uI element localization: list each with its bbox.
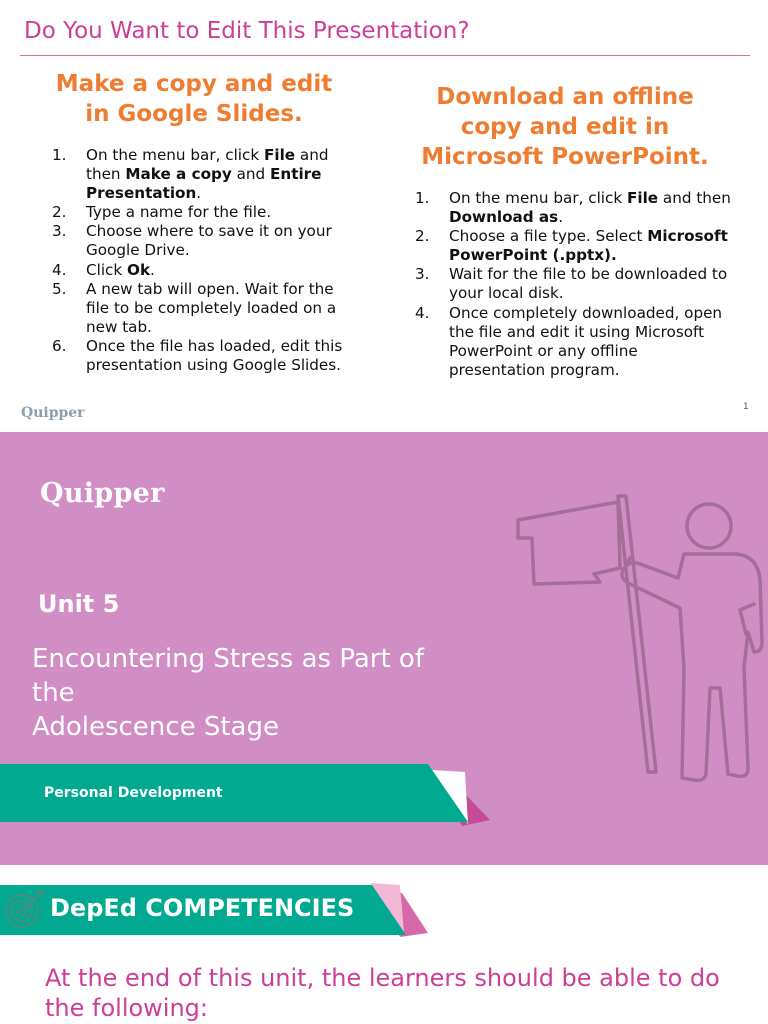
title-divider bbox=[20, 55, 750, 56]
step-item bbox=[52, 261, 352, 280]
step-text-bold: Ok bbox=[127, 260, 151, 279]
quipper-logo: Quipper bbox=[40, 478, 165, 509]
unit-label: Unit 5 bbox=[38, 590, 120, 618]
step-text bbox=[86, 203, 352, 222]
unit-title-line: the bbox=[32, 678, 75, 708]
step-text bbox=[449, 304, 735, 380]
step-number: 2. bbox=[52, 203, 67, 222]
step-item bbox=[415, 227, 735, 265]
step-text bbox=[449, 265, 735, 303]
step-item bbox=[52, 203, 352, 222]
step-item bbox=[415, 304, 735, 380]
step-text bbox=[449, 189, 735, 227]
competencies-heading: DepEd COMPETENCIES bbox=[50, 894, 355, 922]
step-text-run: and bbox=[231, 165, 271, 184]
step-text bbox=[86, 337, 352, 375]
step-number: 2. bbox=[415, 227, 430, 246]
step-text-bold: Microsoft PowerPoint (.pptx). bbox=[449, 227, 728, 265]
person-holding-flag-icon bbox=[508, 492, 768, 782]
step-text-run: A new tab will open. Wait for the file to be completely loaded on a new tab. bbox=[86, 279, 337, 336]
step-text-bold: File bbox=[264, 146, 296, 164]
step-text-run: Once the file has loaded, edit this presentation using Google Slides. bbox=[86, 336, 343, 375]
step-text-run: Type a name for the file. bbox=[86, 203, 272, 222]
competencies-intro: At the end of this unit, the learners should be able to do the following: bbox=[45, 964, 720, 1022]
step-number: 4. bbox=[52, 260, 67, 279]
step-text bbox=[86, 222, 352, 260]
heading-line: Make a copy and edit bbox=[55, 71, 333, 97]
slide-2-title bbox=[0, 432, 768, 865]
step-item bbox=[52, 280, 352, 337]
heading-line: in Google Slides. bbox=[85, 101, 303, 127]
slide-title: Do You Want to Edit This Presentation? bbox=[24, 18, 470, 44]
google-slides-heading bbox=[24, 69, 364, 129]
heading-line: Download an offline bbox=[436, 84, 694, 110]
step-text-run: Click bbox=[86, 260, 128, 279]
step-text-bold: Make a copy bbox=[125, 165, 232, 184]
unit-title bbox=[32, 642, 502, 744]
step-text-run: On the menu bar, click bbox=[86, 146, 264, 164]
step-text-run: . bbox=[558, 208, 564, 227]
step-item bbox=[415, 189, 735, 227]
google-slides-steps bbox=[52, 146, 352, 375]
step-number: 1. bbox=[52, 146, 67, 164]
heading-line: Microsoft PowerPoint. bbox=[421, 144, 709, 170]
step-number: 1. bbox=[415, 189, 430, 207]
step-item bbox=[415, 265, 735, 303]
slide-3-competencies bbox=[0, 865, 768, 1024]
step-number: 5. bbox=[52, 279, 67, 298]
step-number: 6. bbox=[52, 336, 67, 355]
quipper-logo: Quipper bbox=[21, 405, 85, 421]
step-text bbox=[86, 280, 352, 337]
step-text-run: Once completely downloaded, open the file and edit it using Microsoft PowerPoint or any offline presentation program. bbox=[449, 303, 723, 379]
unit-title-line: Adolescence Stage bbox=[32, 712, 279, 742]
heading-line: copy and edit in bbox=[460, 114, 670, 140]
step-item bbox=[52, 146, 352, 203]
step-number: 3. bbox=[415, 265, 430, 284]
step-text-run: On the menu bar, click bbox=[449, 189, 627, 207]
step-text-run: . bbox=[196, 184, 202, 203]
step-text bbox=[86, 146, 352, 203]
step-text bbox=[86, 261, 352, 280]
page-number: 1 bbox=[743, 402, 749, 412]
powerpoint-heading bbox=[395, 82, 735, 172]
step-text-run: . bbox=[150, 260, 155, 279]
step-item bbox=[52, 337, 352, 375]
step-text-run: and then bbox=[86, 146, 329, 184]
step-text bbox=[449, 227, 735, 265]
step-text-run: Choose a file type. Select bbox=[449, 227, 648, 246]
powerpoint-steps bbox=[415, 189, 735, 380]
step-text-bold: Entire Presentation bbox=[86, 165, 322, 203]
slide-1 bbox=[0, 0, 768, 432]
unit-title-line: Encountering Stress as Part of bbox=[32, 644, 424, 674]
step-item bbox=[52, 222, 352, 260]
target-icon bbox=[2, 887, 46, 931]
subject-label: Personal Development bbox=[44, 785, 223, 801]
step-text-bold: Download as bbox=[449, 208, 559, 227]
step-text-run: Wait for the file to be downloaded to your local disk. bbox=[449, 265, 728, 303]
step-text-run: and then bbox=[658, 189, 731, 207]
step-text-bold: File bbox=[627, 189, 659, 207]
step-number: 3. bbox=[52, 222, 67, 241]
step-number: 4. bbox=[415, 303, 430, 322]
step-text-run: Choose where to save it on your Google Drive. bbox=[86, 222, 332, 260]
